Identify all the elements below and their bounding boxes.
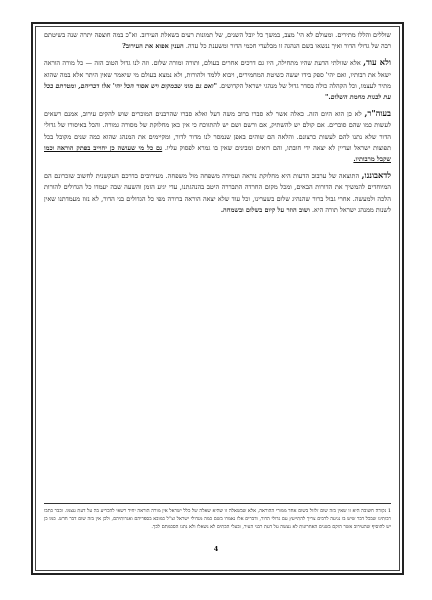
footnote-divider xyxy=(44,503,391,504)
paragraph-3-lead: בעוה"ר, xyxy=(364,108,391,119)
paragraph-3 xyxy=(44,108,391,165)
paragraph-4-tail: ושוב הוזר על קיום בשלום ובשמחה. xyxy=(220,205,310,214)
paragraph-1 xyxy=(44,30,391,52)
paragraph-2-body: אלא שזולתי הדעת שהיו מתחילה, היו גם דרכים אחרים בעולם, ותורה ומורה שלום. וזה לנו גדול הטוב הזה — כל מורה הוראה ישאל את רבותיו, ואם יהי' ספק בידו יעשה כשיטת המחמירים, ויבוא ללמד ולהורות, ולא נמצא בעולם מי שיאמר שאין היתר אלא במה שהוא מתיר לעצמו, וכל הקהלה כולה בסדר גדול של מנהגי ישראל הקדושים. xyxy=(44,59,391,90)
document-body xyxy=(44,30,391,500)
paragraph-4-lead: לדאבוננו, xyxy=(361,170,391,181)
paragraph-1-body: שוללים והללו מתירים. ומעולם לא הי' מצב, במשך כל יובל השנים, של תמונות רעים בשאלת העירוב. וא"כ במה חוצפה יתרה שנה בשיטתם רבה של גדולי הדור ואיך ננשאו בשם הנהגה זו מבלעדי חכמי הדור ומשענת כל עדה. xyxy=(44,31,391,51)
paragraph-4-body: התוצאה של ערבוב הדעות היא מחלוקת נוראה ועמידה משפחה מול משפחה. מעירובים בדרכם העקשנית לחשוב שזכרונם הם המיוחדים להמשיך את הדורות הבאים, ומכל מקום החרדה התבררה היטב בהנהגתנו, עדי יגיע הזמן והשעה שבה יעמדו כל הגדולים להורות הלכה ולמעשה. אחרי גבול ברור שהנהיג שלום בשערינו, וכל עוד שלא יצאה הוראה ברורה מפי כל הגדולים בני הדור, לא נזוז מעמדתנו שאין לשנות ממנהג ישראל תורה היא. xyxy=(44,172,391,214)
paragraph-1-tail: הענין אפוא את העירוב? xyxy=(122,42,184,51)
footnote: 1 נקודה חשובה היא זו שאין בזה שום זלזול בשום אחד ממורי ההוראה, אלא שבשאלה זו שהיא שאלה של כלל ישראל אין מורה הוראה יחיד רשאי להכריע בה על דעת עצמו. וכבר כתבו רבותינו שבכל דבר שיש בו נגיעה לרבים צריך להתייעץ עם גדולי הדור, ודברים אלו נאמרו בשם כמה מגדולי ישראל זצ"ל כמובא בספריהם ואגרותיהם, ולכן אין בזה שום דבר חדש. כמו כן יש להוסיף שהעירוב אשר הוקם בשנים האחרונות לא נעשה על דעת רבני העיר, ובעלי הבתים לא נשאלו ולא נתנו הסכמתם לכך. xyxy=(44,508,391,531)
paragraph-2 xyxy=(44,57,391,103)
paragraph-2-quote: "ואם גם מוני שבמקום ויש אסור הכל יהי' אלו דבריהם, ומטרתם בכל עת לבנות מחמת השלום." xyxy=(44,81,391,102)
paragraph-4 xyxy=(44,170,391,216)
page-number: 4 xyxy=(213,545,219,553)
paragraph-3-body: לא כן הוא היום הזה. כאלה אשר לא סברו ברוב משה דעל ואלא סברו שהרבנים המוכרים שוש להקים עירוב, אמנם רשאים לעשות כמו שהם סוברים. אם קולם יש להשתיק, אם ורשם ושם יש להתווכח כי אין כאן מחלוקת של מסורה גמורה. והכל באיסורו של גדולי הדור שלא נתנו להם לעשות כרצונם. והלאה הם שוהים באפן שנמסר לנו מדור לדור, ומקיימים את המנהג שהוא כמה שנים מקובל בכל תפוצות ישראל ועדיין לא יצאה ידי חובתו, והם רואים ומבינים שאין בו גמרא לפסוק עליו. xyxy=(44,110,391,152)
paragraph-2-lead: ולא עוד, xyxy=(363,57,391,68)
paragraph-3-quote: גם כל מי שעושה כן יחוייב בפתק הוראה וכמו שקבל מרבותיו. xyxy=(44,143,391,164)
